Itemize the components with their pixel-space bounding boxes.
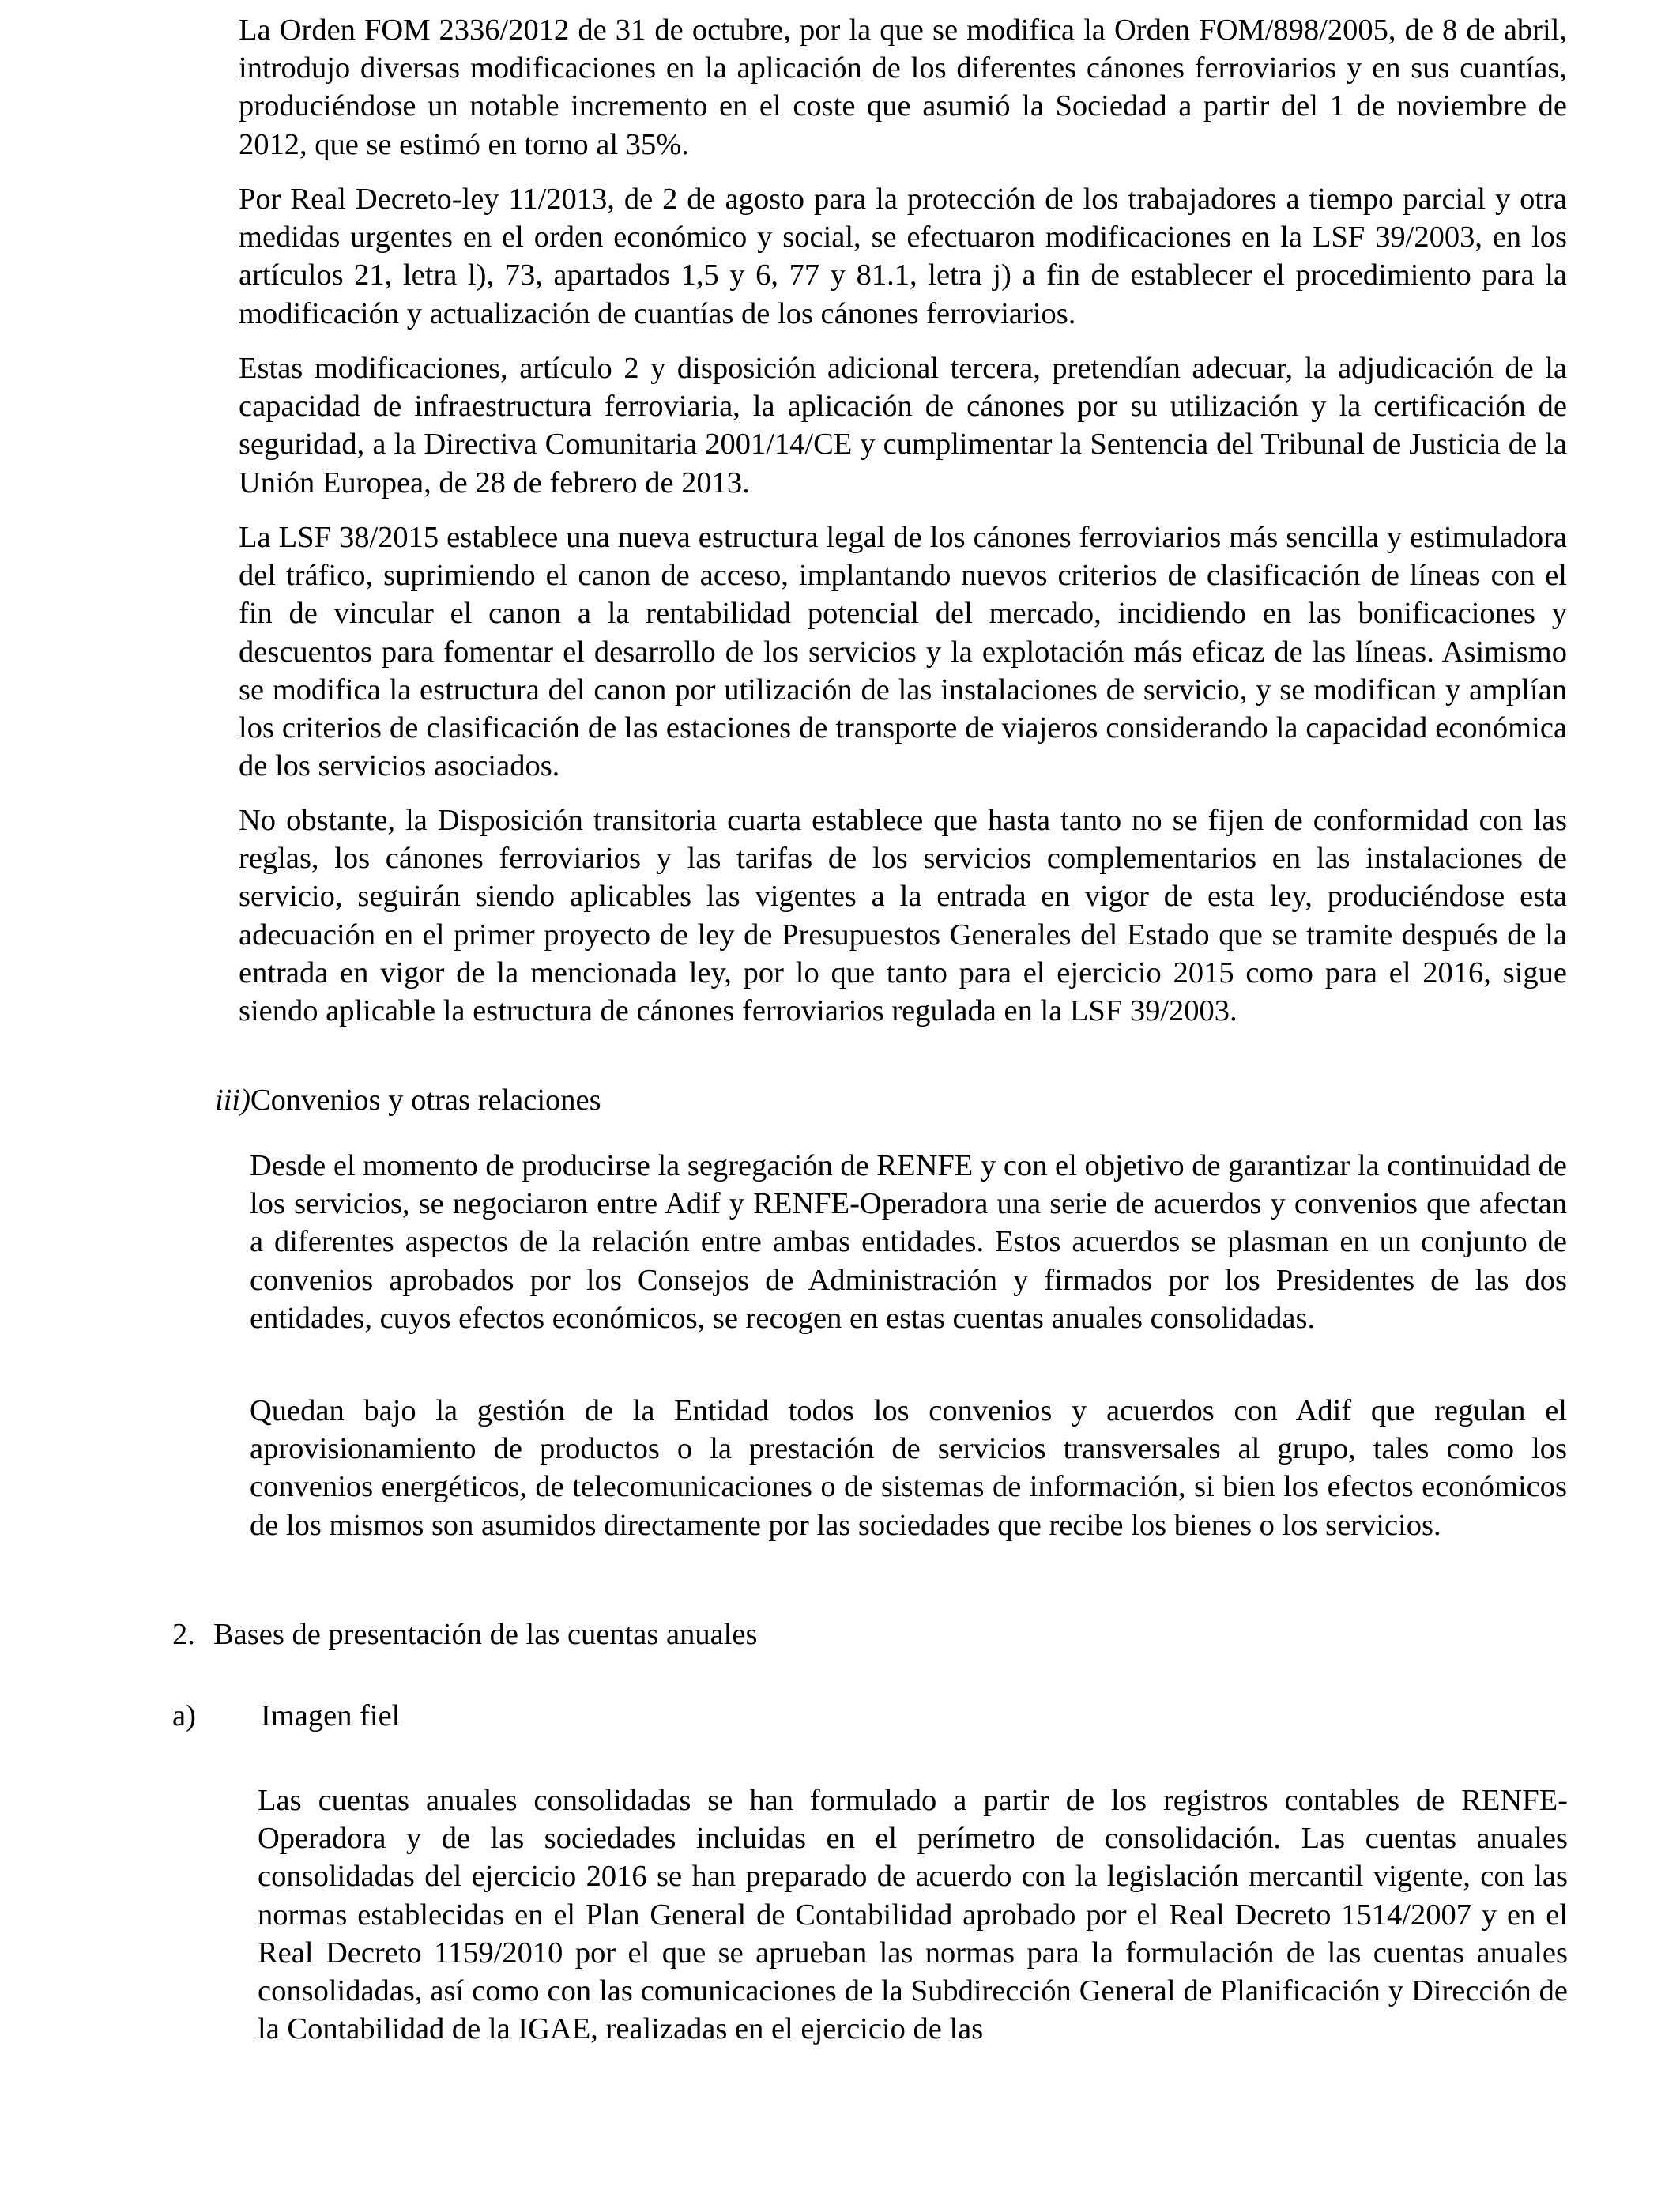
paragraph-segregacion-renfe: Desde el momento de producirse la segregación de RENFE y con el objetivo de garantizar la continuidad de los servicios, se negociaron entre Adif y RENFE-Operadora una serie de acuerdos y convenios que afectan a diferentes aspectos de la relación entre ambas entidades. Estos acuerdos se plasman en un conjunto de convenios aprobados por los Consejos de Administración y firmados por los Presidentes de las dos entidades, cuyos efectos económicos, se recogen en estas cuentas anuales consolidadas. [250, 1149, 1567, 1335]
section-title: Bases de presentación de las cuentas anuales [213, 1618, 758, 1651]
subsection-title: Imagen fiel [261, 1699, 401, 1732]
section-heading-bases [172, 1615, 757, 1653]
subsection-heading-imagen-fiel [172, 1697, 400, 1735]
paragraph-lsf-2015: La LSF 38/2015 establece una nueva estructura legal de los cánones ferroviarios más sencilla y estimuladora del tráfico, suprimiendo el canon de acceso, implantando nuevos criterios de clasificación de líneas con el fin de vincular el canon a la rentabilidad potencial del mercado, incidiendo en las bonificaciones y descuentos para fomentar el desarrollo de los servicios y la explotación más eficaz de las líneas. Asimismo se modifica la estructura del canon por utilización de las instalaciones de servicio, y se modifican y amplían los criterios de clasificación de las estaciones de transporte de viajeros considerando la capacidad económica de los servicios asociados. [239, 521, 1567, 783]
paragraph-modificaciones: Estas modificaciones, artículo 2 y disposición adicional tercera, pretendían adecuar, la adjudicación de la capacidad de infraestructura ferroviaria, la aplicación de cánones por su utilización y la certificación de seguridad, a la Directiva Comunitaria 2001/14/CE y cumplimentar la Sentencia del Tribunal de Justicia de la Unión Europea, de 28 de febrero de 2013. [239, 352, 1567, 499]
paragraph-real-decreto-ley: Por Real Decreto-ley 11/2013, de 2 de agosto para la protección de los trabajadores a tiempo parcial y otra medidas urgentes en el orden económico y social, se efectuaron modificaciones en la LSF 39/2003, en los artículos 21, letra l), 73, apartados 1,5 y 6, 77 y 81.1, letra j) a fin de establecer el procedimiento para la modificación y actualización de cuantías de los cánones ferroviarios. [239, 183, 1567, 330]
paragraph-gestion-convenios: Quedan bajo la gestión de la Entidad todos los convenios y acuerdos con Adif que regulan el aprovisionamiento de productos o la prestación de servicios transversales al grupo, tales como los convenios energéticos, de telecomunicaciones o de sistemas de información, si bien los efectos económicos de los mismos son asumidos directamente por las sociedades que recibe los bienes o los servicios. [250, 1394, 1567, 1542]
subsection-marker: a) [172, 1699, 196, 1732]
section-heading-convenios [215, 1081, 601, 1119]
paragraph-disposicion-transitoria: No obstante, la Disposición transitoria cuarta establece que hasta tanto no se fijen de conformidad con las reglas, los cánones ferroviarios y las tarifas de los servicios complementarios en las instalaciones de servicio, seguirán siendo aplicables las vigentes a la entrada en vigor de esta ley, produciéndose esta adecuación en el primer proyecto de ley de Presupuestos Generales del Estado que se tramite después de la entrada en vigor de la mencionada ley, por lo que tanto para el ejercicio 2015 como para el 2016, sigue siendo aplicable la estructura de cánones ferroviarios regulada en la LSF 39/2003. [239, 804, 1567, 1028]
section-number: 2. [172, 1618, 195, 1651]
paragraph-orden-fom: La Orden FOM 2336/2012 de 31 de octubre, por la que se modifica la Orden FOM/898/2005, de 8 de abril, introdujo diversas modificaciones en la aplicación de los diferentes cánones ferroviarios y en sus cuantías, produciéndose un notable incremento en el coste que asumió la Sociedad a partir del 1 de noviembre de 2012, que se estimó en torno al 35%. [239, 13, 1567, 161]
section-marker: iii) [215, 1084, 250, 1117]
section-title: Convenios y otras relaciones [250, 1084, 601, 1117]
paragraph-cuentas-anuales: Las cuentas anuales consolidadas se han formulado a partir de los registros contables de RENFE-Operadora y de las sociedades incluidas en el perímetro de consolidación. Las cuentas anuales consolidadas del ejercicio 2016 se han preparado de acuerdo con la legislación mercantil vigente, con las normas establecidas en el Plan General de Contabilidad aprobado por el Real Decreto 1514/2007 y en el Real Decreto 1159/2010 por el que se aprueban las normas para la formulación de las cuentas anuales consolidadas, así como con las comunicaciones de la Subdirección General de Planificación y Dirección de la Contabilidad de la IGAE, realizadas en el ejercicio de las [258, 1784, 1568, 2046]
